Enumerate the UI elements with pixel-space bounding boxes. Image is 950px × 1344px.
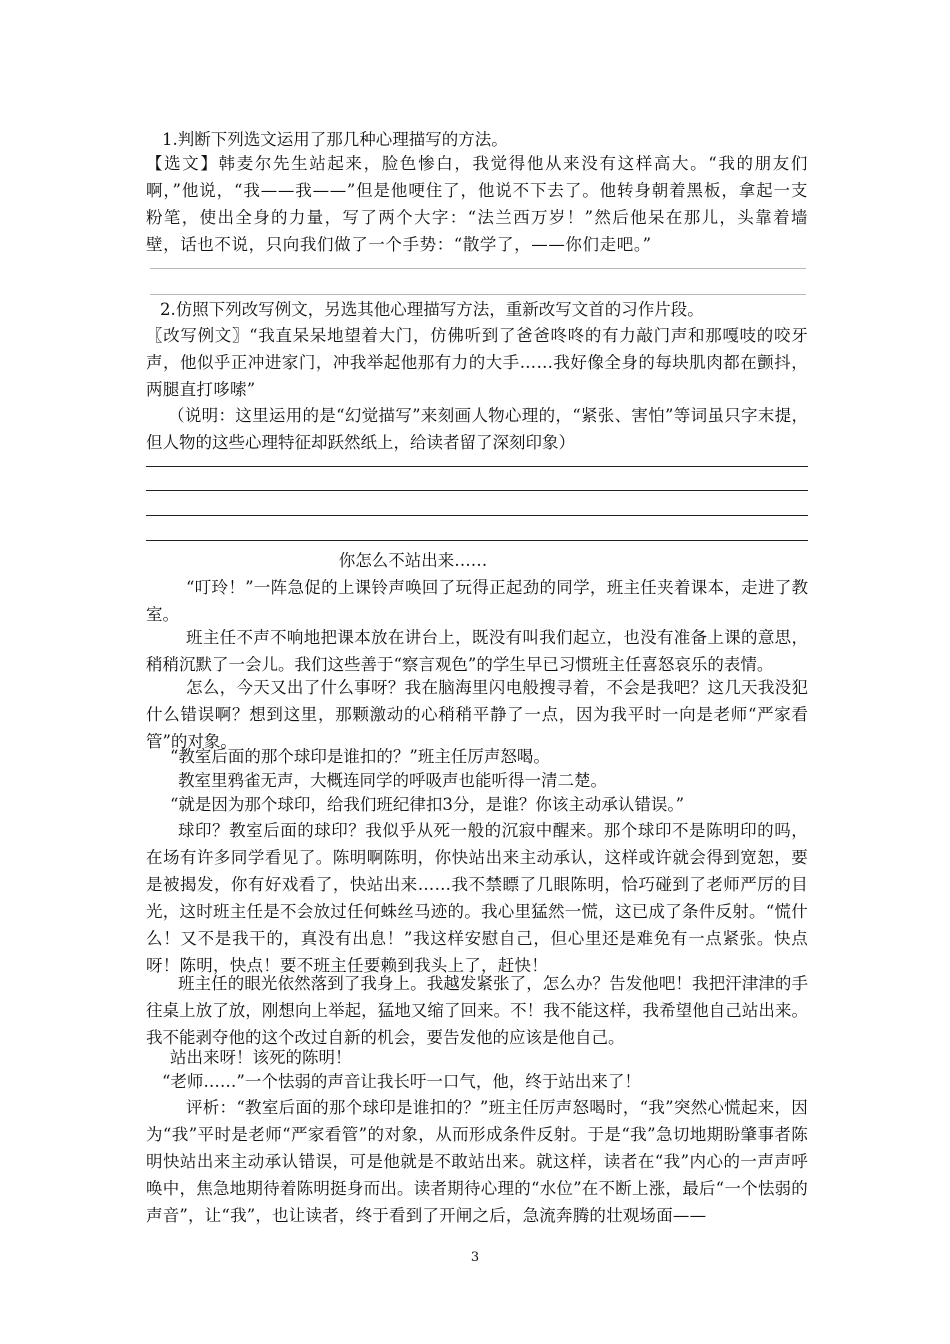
page-number: 3 bbox=[470, 1250, 480, 1265]
essay-paragraph: 教室里鸦雀无声，大概连同学的呼吸声也能听得一清二楚。 bbox=[178, 771, 607, 790]
essay-paragraph: 怎么，今天又出了什么事呀？我在脑海里闪电般搜寻着，不会是我吧？这几天我没犯什么错误啊？想到这里，那颗激动的心稍稍平静了一点，因为我平时一向是老师“严家看管”的对象。 bbox=[146, 678, 808, 751]
answer-line-grey-1 bbox=[150, 268, 806, 269]
answer-line-1 bbox=[146, 466, 808, 467]
essay-paragraph: 站出来呀！该死的陈明！ bbox=[170, 1048, 352, 1067]
essay-paragraph: “就是因为那个球印，给我们班纪律扣3分，是谁？你该主动承认错误。” bbox=[170, 795, 685, 814]
essay-paragraph: “教室后面的那个球印是谁扣的？”班主任厉声怒喝。 bbox=[170, 747, 550, 766]
answer-line-3 bbox=[146, 515, 808, 516]
answer-line-grey-2 bbox=[150, 294, 806, 295]
essay-paragraph: “叮玲！”一阵急促的上课铃声唤回了玩得正起劲的同学，班主任夹着课本，走进了教室。 bbox=[146, 578, 808, 624]
question-1-prompt: 1.判断下列选文运用了那几种心理描写的方法。 bbox=[162, 130, 508, 149]
rewrite-note: （说明：这里运用的是“幻觉描写”来刻画人物心理的，“紧张、害怕”等词虽只字末提，但人物的这些心理特征却跃然纸上，给读者留了深刻印象） bbox=[146, 406, 808, 452]
essay-paragraph: 球印？教室后面的球印？我似乎从死一般的沉寂中醒来。那个球印不是陈明印的吗，在场有许多同学看见了。陈明啊陈明，你快站出来主动承认，这样或许就会得到宽恕，要是被揭发，你有好戏看了，快站出来……我不禁瞟了几眼陈明，恰巧碰到了老师严厉的目光，这时班主任是不会放过任何蛛丝马迹的。我心里猛然一慌，这已成了条件反射。“慌什么！又不是我干的，真没有出息！”我这样安慰自己，但心里还是难免有一点紧张。快点呀！陈明，快点！要不班主任要赖到我头上了，赶快！ bbox=[146, 821, 808, 975]
question-1-passage: 【选文】韩麦尔先生站起来，脸色惨白，我觉得他从来没有这样高大。“我的朋友们啊，”他说，“我——我——”但是他哽住了，他说不下去了。他转身朝着黑板，拿起一支粉笔，使出全身的力量，写了两个大字：“法兰西万岁！”然后他呆在那儿，头靠着墙壁，话也不说，只向我们做了一个手势：“散学了，——你们走吧。” bbox=[146, 154, 808, 254]
answer-line-4 bbox=[146, 540, 808, 541]
rewrite-example: 〖改写例文〗“我直呆呆地望着大门，仿佛听到了爸爸咚咚的有力敲门声和那嘎吱的咬牙声，他似乎正冲进家门，冲我举起他那有力的大手……我好像全身的每块肌肉都在颤抖，两腿直打哆嗦” bbox=[146, 326, 808, 399]
answer-line-2 bbox=[146, 490, 808, 491]
essay-paragraph: 班主任不声不响地把课本放在讲台上，既没有叫我们起立，也没有准备上课的意思，稍稍沉默了一会儿。我们这些善于“察言观色”的学生早已习惯班主任喜怒哀乐的表情。 bbox=[146, 628, 808, 674]
essay-comment: 评析：“教室后面的那个球印是谁扣的？”班主任厉声怒喝时，“我”突然心慌起来，因为“我”平时是老师“严家看管”的对象，从而形成条件反射。于是“我”急切地期盼肇事者陈明快站出来主动承认错误，可是他就是不敢站出来。就这样，读者在“我”内心的一声声呼唤中，焦急地期待着陈明挺身而出。读者期待心理的“水位”在不断上涨，最后“一个怯弱的声音”，让“我”，也让读者，终于看到了开闸之后，急流奔腾的壮观场面—— bbox=[146, 1098, 808, 1225]
essay-paragraph: 班主任的眼光依然落到了我身上。我越发紧张了，怎么办？告发他吧！我把汗津津的手往桌上放了放，刚想向上举起，猛地又缩了回来。不！我不能这样，我希望他自己站出来。我不能剥夺他的这个改过自新的机会，要告发他的应该是他自己。 bbox=[146, 974, 808, 1047]
essay-title: 你怎么不站出来…… bbox=[338, 551, 488, 570]
question-2-prompt: 2.仿照下列改写例文，另选其他心理描写方法，重新改写文首的习作片段。 bbox=[160, 300, 704, 319]
essay-paragraph: “老师……”一个怯弱的声音让我长吁一口气，他，终于站出来了！ bbox=[162, 1072, 641, 1091]
